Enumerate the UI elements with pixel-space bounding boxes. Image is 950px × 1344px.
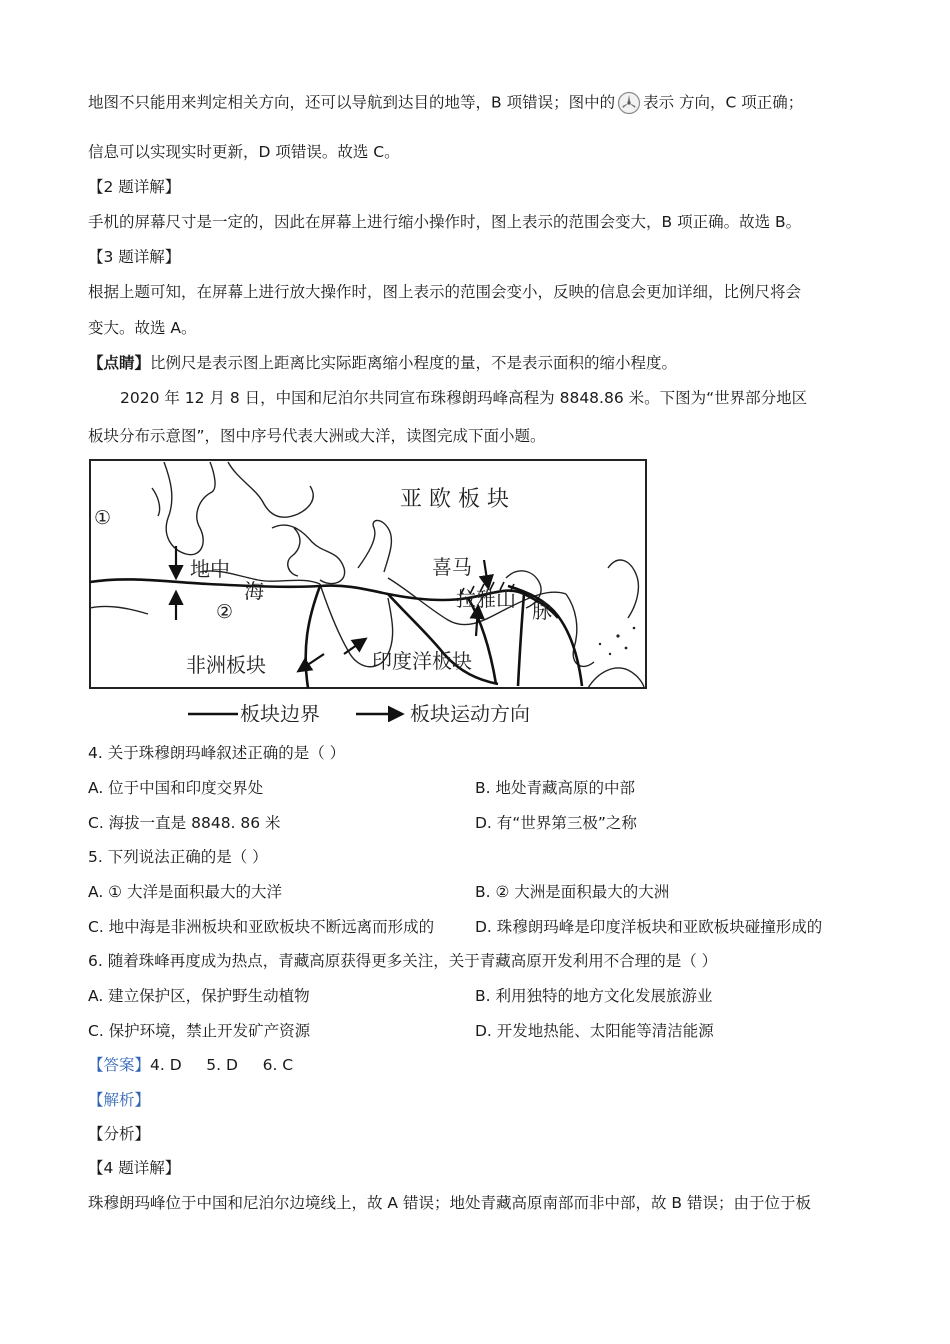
- african-plate-label: 非洲板块: [186, 653, 266, 677]
- q5-option-c: C. 地中海是非洲板块和亚欧板块不断远离而形成的: [88, 918, 435, 936]
- compass-icon: [617, 91, 641, 115]
- q5-option-b: B. ② 大洲是面积最大的大洲: [475, 883, 670, 901]
- q3-heading: 【3 题详解】: [88, 248, 181, 266]
- q4-option-c: C. 海拔一直是 8848. 86 米: [88, 814, 281, 832]
- q4d-text: 珠穆朗玛峰位于中国和尼泊尔边境线上，故 A 错误；地处青藏高原南部而非中部，故 B 错误；由于位于板: [88, 1194, 811, 1212]
- q6-stem: 6. 随着珠峰再度成为热点，青藏高原获得更多关注，关于青藏高原开发利用不合理的是（ ）: [88, 952, 718, 970]
- tip-label: 【点睛】: [88, 354, 151, 372]
- q6-option-a: A. 建立保护区，保护野生动植物: [88, 987, 310, 1005]
- q3-text2: 变大。故选 A。: [88, 319, 197, 337]
- legend-boundary-label: 板块边界: [240, 702, 320, 722]
- answer: [88, 1054, 862, 1076]
- indian-plate-label: 印度洋板块: [372, 649, 472, 673]
- himalaya-label-c: 脉: [532, 599, 552, 623]
- q2-text: 手机的屏幕尺寸是一定的，因此在屏幕上进行缩小操作时，图上表示的范围会变大，B 项正确。故选 B。: [88, 213, 802, 231]
- q6-option-d: D. 开发地热能、太阳能等清洁能源: [475, 1022, 714, 1040]
- q5-stem: 5. 下列说法正确的是（ ）: [88, 848, 268, 866]
- eurasian-plate-label: 亚 欧 板 块: [400, 487, 509, 512]
- plate-map-figure: [88, 458, 650, 722]
- q4-stem: 4. 关于珠穆朗玛峰叙述正确的是（ ）: [88, 744, 346, 762]
- map-legend: [188, 702, 530, 722]
- med-sea-label-a: 地中: [190, 557, 230, 581]
- himalaya-label-a: 喜马: [432, 555, 472, 579]
- intro-line1: 2020 年 12 月 8 日，中国和尼泊尔共同宣布珠穆朗玛峰高程为 8848.86 米。下图为“世界部分地区: [120, 389, 808, 407]
- tip: [88, 352, 862, 374]
- answer-label: 【答案】: [88, 1056, 151, 1074]
- para-top-line2: 信息可以实现实时更新，D 项错误。故选 C。: [88, 143, 400, 161]
- map-frame: [90, 460, 646, 688]
- analysis-label: 【解析】: [88, 1091, 151, 1109]
- q4-option-b: B. 地处青藏高原的中部: [475, 779, 635, 797]
- q6-option-c: C. 保护环境，禁止开发矿产资源: [88, 1022, 311, 1040]
- q6-option-b: B. 利用独特的地方文化发展旅游业: [475, 987, 713, 1005]
- q4-option-a: A. 位于中国和印度交界处: [88, 779, 264, 797]
- q5-option-a: A. ① 大洋是面积最大的大洋: [88, 883, 283, 901]
- mark-2-label: ②: [216, 601, 234, 623]
- mark-1-label: ①: [94, 507, 112, 529]
- answer-text: 4. D 5. D 6. C: [150, 1056, 294, 1074]
- fenxi-label: 【分析】: [88, 1125, 151, 1143]
- intro-line2: 板块分布示意图”，图中序号代表大洲或大洋，读图完成下面小题。: [88, 427, 546, 445]
- tip-text: 比例尺是表示图上距离比实际距离缩小程度的量，不是表示面积的缩小程度。: [150, 354, 678, 372]
- q4-option-d: D. 有“世界第三极”之称: [475, 814, 637, 832]
- med-sea-label-b: 海: [244, 579, 264, 603]
- q2-heading: 【2 题详解】: [88, 178, 181, 196]
- q3-text1: 根据上题可知，在屏幕上进行放大操作时，图上表示的范围会变小，反映的信息会更加详细，比例尺将会: [88, 283, 802, 301]
- q4d-heading: 【4 题详解】: [88, 1159, 181, 1177]
- himalaya-label-b: 拉雅山: [456, 587, 516, 611]
- legend-motion-label: 板块运动方向: [410, 702, 530, 722]
- para-top-line1: 地图不只能用来判定相关方向，还可以导航到达目的地等，B 项错误；图中的 表示 方向，C 项正确；: [88, 91, 862, 115]
- q5-option-d: D. 珠穆朗玛峰是印度洋板块和亚欧板块碰撞形成的: [475, 918, 823, 936]
